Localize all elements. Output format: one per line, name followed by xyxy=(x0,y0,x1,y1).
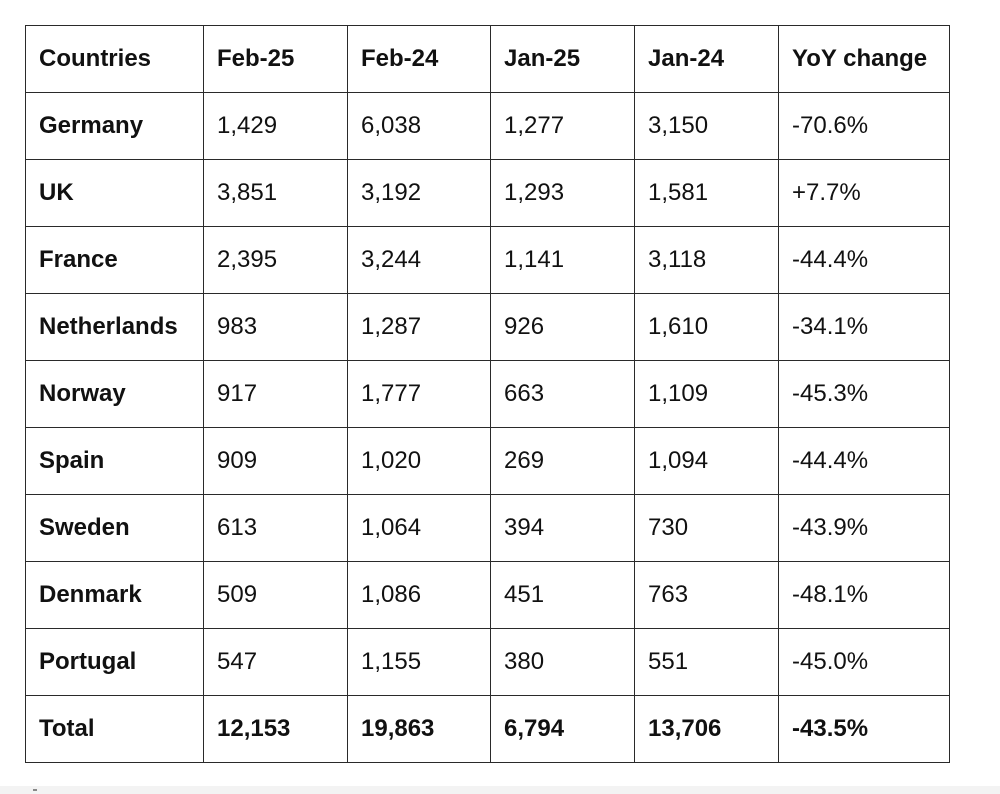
cell-total-label: Total xyxy=(26,696,204,763)
cell-jan-25: 451 xyxy=(491,562,635,629)
cell-feb-25: 509 xyxy=(204,562,348,629)
cell-feb-24: 6,038 xyxy=(348,93,491,160)
cell-feb-24: 1,155 xyxy=(348,629,491,696)
cell-country: Germany xyxy=(26,93,204,160)
cell-total-feb-25: 12,153 xyxy=(204,696,348,763)
table-row xyxy=(26,495,950,562)
cell-yoy-change: +7.7% xyxy=(779,160,950,227)
cell-jan-25: 380 xyxy=(491,629,635,696)
cell-feb-25: 613 xyxy=(204,495,348,562)
cell-jan-25: 269 xyxy=(491,428,635,495)
cell-yoy-change: -43.9% xyxy=(779,495,950,562)
cell-yoy-change: -45.0% xyxy=(779,629,950,696)
table-row xyxy=(26,629,950,696)
cell-feb-25: 3,851 xyxy=(204,160,348,227)
table-row xyxy=(26,361,950,428)
cell-jan-25: 663 xyxy=(491,361,635,428)
cell-jan-25: 1,293 xyxy=(491,160,635,227)
cell-yoy-change: -34.1% xyxy=(779,294,950,361)
cell-country: Norway xyxy=(26,361,204,428)
cell-yoy-change: -45.3% xyxy=(779,361,950,428)
cell-feb-24: 1,086 xyxy=(348,562,491,629)
table-row xyxy=(26,562,950,629)
cell-feb-25: 547 xyxy=(204,629,348,696)
cell-yoy-change: -48.1% xyxy=(779,562,950,629)
sales-by-country-table xyxy=(25,25,950,763)
header-countries: Countries xyxy=(26,26,204,93)
table-row xyxy=(26,227,950,294)
cell-total-yoy-change: -43.5% xyxy=(779,696,950,763)
cell-feb-25: 909 xyxy=(204,428,348,495)
cell-jan-24: 1,094 xyxy=(635,428,779,495)
cell-jan-24: 551 xyxy=(635,629,779,696)
cell-jan-25: 926 xyxy=(491,294,635,361)
table-row xyxy=(26,294,950,361)
sales-table-container xyxy=(25,25,950,763)
cell-jan-24: 1,109 xyxy=(635,361,779,428)
cell-yoy-change: -44.4% xyxy=(779,428,950,495)
cell-jan-25: 1,141 xyxy=(491,227,635,294)
cell-country: France xyxy=(26,227,204,294)
cell-country: UK xyxy=(26,160,204,227)
cell-yoy-change: -44.4% xyxy=(779,227,950,294)
cell-jan-25: 1,277 xyxy=(491,93,635,160)
cell-feb-24: 3,192 xyxy=(348,160,491,227)
header-jan-25: Jan-25 xyxy=(491,26,635,93)
table-row xyxy=(26,160,950,227)
header-jan-24: Jan-24 xyxy=(635,26,779,93)
cell-feb-25: 983 xyxy=(204,294,348,361)
cell-jan-25: 394 xyxy=(491,495,635,562)
cell-feb-25: 917 xyxy=(204,361,348,428)
cell-feb-25: 1,429 xyxy=(204,93,348,160)
header-feb-25: Feb-25 xyxy=(204,26,348,93)
header-yoy-change: YoY change xyxy=(779,26,950,93)
cell-total-jan-24: 13,706 xyxy=(635,696,779,763)
cell-country: Portugal xyxy=(26,629,204,696)
header-feb-24: Feb-24 xyxy=(348,26,491,93)
cell-jan-24: 1,581 xyxy=(635,160,779,227)
cell-feb-25: 2,395 xyxy=(204,227,348,294)
header-row xyxy=(26,26,950,93)
cell-jan-24: 730 xyxy=(635,495,779,562)
cell-jan-24: 3,118 xyxy=(635,227,779,294)
cell-country: Sweden xyxy=(26,495,204,562)
cell-feb-24: 1,287 xyxy=(348,294,491,361)
cell-total-feb-24: 19,863 xyxy=(348,696,491,763)
cell-country: Netherlands xyxy=(26,294,204,361)
cell-feb-24: 3,244 xyxy=(348,227,491,294)
total-row xyxy=(26,696,950,763)
cell-jan-24: 3,150 xyxy=(635,93,779,160)
cell-feb-24: 1,777 xyxy=(348,361,491,428)
cell-feb-24: 1,020 xyxy=(348,428,491,495)
table-row xyxy=(26,93,950,160)
page-bottom-mark xyxy=(33,789,37,791)
cell-country: Denmark xyxy=(26,562,204,629)
cell-yoy-change: -70.6% xyxy=(779,93,950,160)
cell-country: Spain xyxy=(26,428,204,495)
cell-total-jan-25: 6,794 xyxy=(491,696,635,763)
cell-feb-24: 1,064 xyxy=(348,495,491,562)
table-row xyxy=(26,428,950,495)
page-bottom-strip xyxy=(0,786,1000,794)
cell-jan-24: 763 xyxy=(635,562,779,629)
cell-jan-24: 1,610 xyxy=(635,294,779,361)
